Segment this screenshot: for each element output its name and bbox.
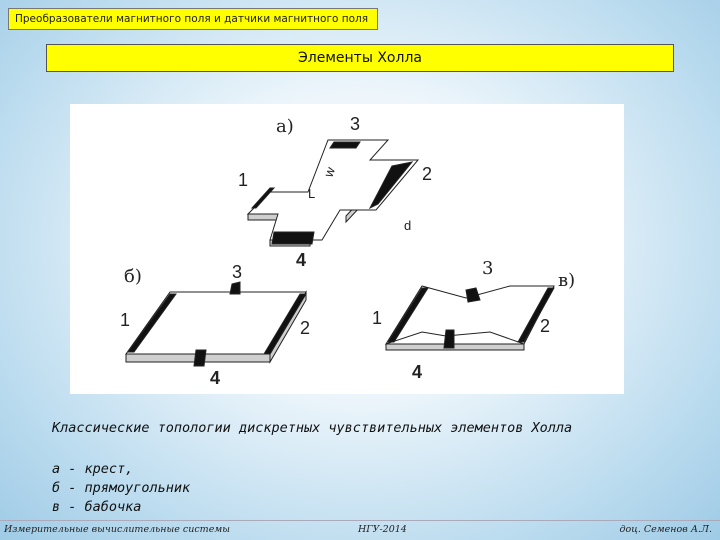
- footer-course: Измерительные вычислительные системы: [4, 524, 230, 535]
- cross-contact-3: [330, 142, 360, 148]
- footer-author: доц. Семенов А.Л.: [619, 524, 712, 535]
- cross-terminal-1: 1: [238, 170, 249, 190]
- rect-terminal-1: 1: [120, 310, 131, 330]
- legend-item-cross: а - крест,: [52, 461, 134, 477]
- legend: [52, 460, 190, 517]
- header-banner: Преобразователи магнитного поля и датчики магнитного поля: [8, 8, 378, 30]
- legend-item-rectangle: б - прямоугольник: [52, 480, 191, 496]
- footer-divider: [0, 520, 720, 521]
- butterfly-element: [386, 286, 554, 350]
- cross-element: [248, 140, 418, 246]
- figure-canvas: [70, 104, 624, 394]
- figure-caption: Классические топологии дискретных чувствительных элементов Холла: [52, 420, 573, 436]
- cross-dim-l: L: [308, 186, 316, 201]
- butterfly-terminal-1: 1: [372, 308, 383, 328]
- rect-terminal-2: 2: [300, 318, 311, 338]
- footer-university: НГУ-2014: [358, 524, 407, 535]
- slide-title: Элементы Холла: [46, 44, 674, 72]
- rect-terminal-4: 4: [210, 368, 221, 388]
- cross-terminal-4: 4: [296, 250, 307, 270]
- rectangle-element: [126, 282, 306, 366]
- rect-variant-label: б): [124, 266, 142, 287]
- cross-contact-4: [272, 232, 314, 244]
- butterfly-variant-label: в): [558, 270, 576, 291]
- butterfly-terminal-4: 4: [412, 362, 423, 382]
- legend-item-butterfly: в - бабочка: [52, 499, 142, 515]
- butterfly-terminal-3: 3: [482, 258, 494, 279]
- hall-topologies-figure: [70, 104, 624, 394]
- cross-dim-d: d: [404, 218, 412, 233]
- rect-contact-4: [194, 350, 206, 366]
- cross-terminal-2: 2: [422, 164, 433, 184]
- butterfly-terminal-2: 2: [540, 316, 551, 336]
- butterfly-contact-3: [466, 288, 480, 302]
- butterfly-contact-4: [444, 330, 454, 348]
- cross-variant-label: а): [276, 116, 294, 137]
- rect-contact-3: [230, 282, 240, 294]
- rect-terminal-3: 3: [232, 262, 243, 282]
- cross-terminal-3: 3: [350, 114, 361, 134]
- cross-dim-w: w: [320, 165, 339, 180]
